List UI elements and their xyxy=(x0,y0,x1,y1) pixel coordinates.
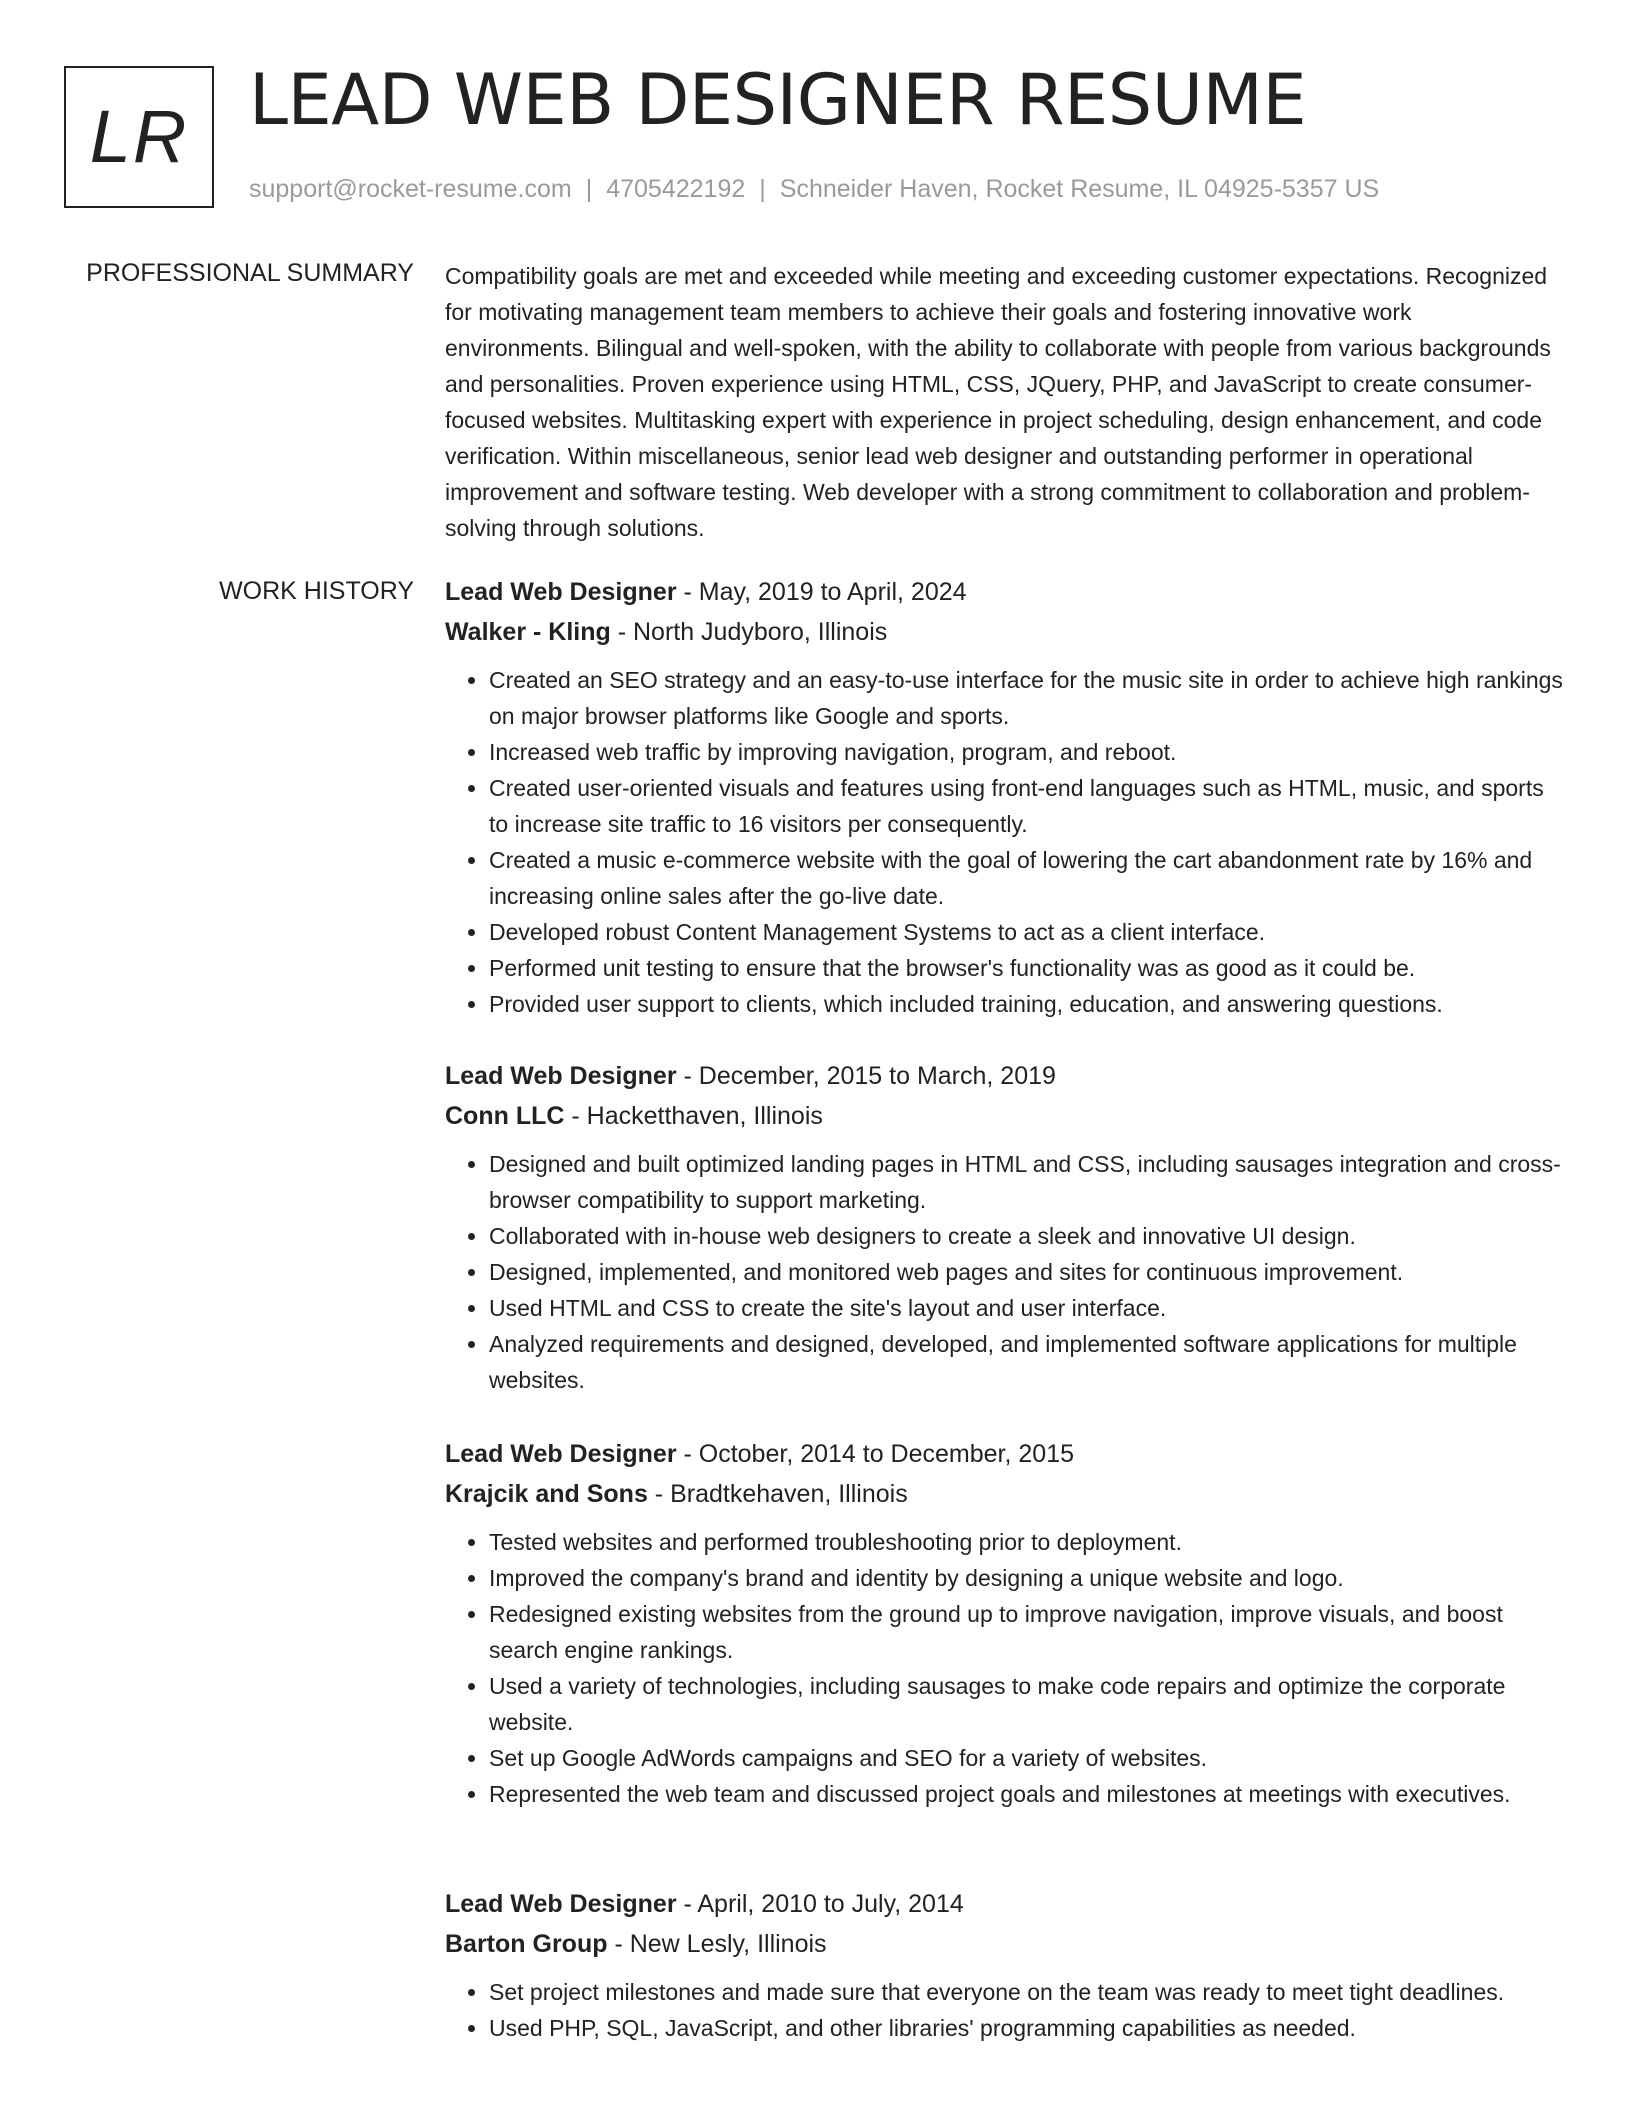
job-bullet: • Provided user support to clients, which included training, education, and answering questions. xyxy=(489,986,1565,1022)
job-bullets xyxy=(445,662,1565,1022)
job-title-line xyxy=(445,572,1565,612)
job-bullet: • Created an SEO strategy and an easy-to-use interface for the music site in order to achieve high rankings on major browser platforms like Google and sports. xyxy=(489,662,1565,734)
resume-title: LEAD WEB DESIGNER RESUME xyxy=(249,59,1307,141)
job-entry xyxy=(445,1056,1565,1398)
job-location: - New Lesly, Illinois xyxy=(607,1930,827,1958)
job-dates: - May, 2019 to April, 2024 xyxy=(676,578,967,606)
job-bullet: • Improved the company's brand and identity by designing a unique website and logo. xyxy=(489,1560,1565,1596)
job-bullet: • Developed robust Content Management Systems to act as a client interface. xyxy=(489,914,1565,950)
job-bullet: • Represented the web team and discussed project goals and milestones at meetings with executives. xyxy=(489,1776,1565,1812)
contact-address: Schneider Haven, Rocket Resume, IL 04925-5357 US xyxy=(779,175,1380,203)
job-bullet: • Created a music e-commerce website with the goal of lowering the cart abandonment rate by 16% and increasing online sales after the go-live date. xyxy=(489,842,1565,914)
job-location: - North Judyboro, Illinois xyxy=(610,618,888,646)
job-bullet: • Increased web traffic by improving navigation, program, and reboot. xyxy=(489,734,1565,770)
job-entry xyxy=(445,1884,1565,2046)
job-dates: - April, 2010 to July, 2014 xyxy=(676,1890,964,1918)
monogram-badge xyxy=(64,66,214,208)
job-company: Conn LLC xyxy=(445,1102,565,1130)
job-bullets xyxy=(445,1524,1565,1812)
job-title: Lead Web Designer xyxy=(445,1440,677,1468)
job-bullet: • Created user-oriented visuals and features using front-end languages such as HTML, music, and sports to increase site traffic to 16 visitors per consequently. xyxy=(489,770,1565,842)
contact-phone: 4705422192 xyxy=(606,175,746,203)
job-title: Lead Web Designer xyxy=(445,1890,677,1918)
job-bullet: • Set up Google AdWords campaigns and SEO for a variety of websites. xyxy=(489,1740,1565,1776)
job-bullets xyxy=(445,1974,1565,2046)
job-entry xyxy=(445,572,1565,1022)
job-dates: - October, 2014 to December, 2015 xyxy=(676,1440,1075,1468)
job-bullets xyxy=(445,1146,1565,1398)
job-title: Lead Web Designer xyxy=(445,578,677,606)
job-location: - Bradtkehaven, Illinois xyxy=(647,1480,908,1508)
job-bullet: • Analyzed requirements and designed, developed, and implemented software applications for multiple websites. xyxy=(489,1326,1565,1398)
job-company: Barton Group xyxy=(445,1930,608,1958)
job-bullet: • Used a variety of technologies, including sausages to make code repairs and optimize the corporate website. xyxy=(489,1668,1565,1740)
job-title-line xyxy=(445,1434,1565,1474)
contact-separator: | xyxy=(585,175,593,203)
monogram-initials: LR xyxy=(89,95,189,178)
job-bullet: • Used PHP, SQL, JavaScript, and other libraries' programming capabilities as needed. xyxy=(489,2010,1565,2046)
job-company: Walker - Kling xyxy=(445,618,611,646)
section-label-work-history: WORK HISTORY xyxy=(219,577,414,605)
contact-email: support@rocket-resume.com xyxy=(249,175,572,203)
job-bullet: • Designed, implemented, and monitored web pages and sites for continuous improvement. xyxy=(489,1254,1565,1290)
contact-separator: | xyxy=(759,175,766,203)
job-title: Lead Web Designer xyxy=(445,1062,677,1090)
job-company-line xyxy=(445,1096,1565,1136)
job-company-line xyxy=(445,1924,1565,1964)
job-bullet: • Used HTML and CSS to create the site's layout and user interface. xyxy=(489,1290,1565,1326)
job-bullet: • Performed unit testing to ensure that the browser's functionality was as good as it could be. xyxy=(489,950,1565,986)
job-company-line xyxy=(445,1474,1565,1514)
job-title-line xyxy=(445,1884,1565,1924)
professional-summary-text: Compatibility goals are met and exceeded while meeting and exceeding customer expectations. Recognized for motivating management team members to achieve their goals and fostering innovative work environments. Bilingual and well-spoken, with the ability to collaborate with people from various backgrounds and personalities. Proven experience using HTML, CSS, JQuery, PHP, and JavaScript to create consumer-focused websites. Multitasking expert with experience in project scheduling, design enhancement, and code verification. Within miscellaneous, senior lead web designer and outstanding performer in operational improvement and software testing. Web developer with a strong commitment to collaboration and problem-solving through solutions. xyxy=(445,263,1551,541)
job-company: Krajcik and Sons xyxy=(445,1480,648,1508)
job-title-line xyxy=(445,1056,1565,1096)
job-company-line xyxy=(445,612,1565,652)
job-bullet: • Designed and built optimized landing pages in HTML and CSS, including sausages integration and cross-browser compatibility to support marketing. xyxy=(489,1146,1565,1218)
job-location: - Hacketthaven, Illinois xyxy=(564,1102,823,1130)
section-label-summary: PROFESSIONAL SUMMARY xyxy=(86,259,414,287)
contact-line xyxy=(249,172,1379,206)
job-entry xyxy=(445,1434,1565,1812)
job-bullet: • Tested websites and performed troubleshooting prior to deployment. xyxy=(489,1524,1565,1560)
job-bullet: • Redesigned existing websites from the ground up to improve navigation, improve visuals, and boost search engine rankings. xyxy=(489,1596,1565,1668)
job-bullet: • Collaborated with in-house web designers to create a sleek and innovative UI design. xyxy=(489,1218,1565,1254)
job-dates: - December, 2015 to March, 2019 xyxy=(676,1062,1056,1090)
job-bullet: • Set project milestones and made sure that everyone on the team was ready to meet tight deadlines. xyxy=(489,1974,1565,2010)
